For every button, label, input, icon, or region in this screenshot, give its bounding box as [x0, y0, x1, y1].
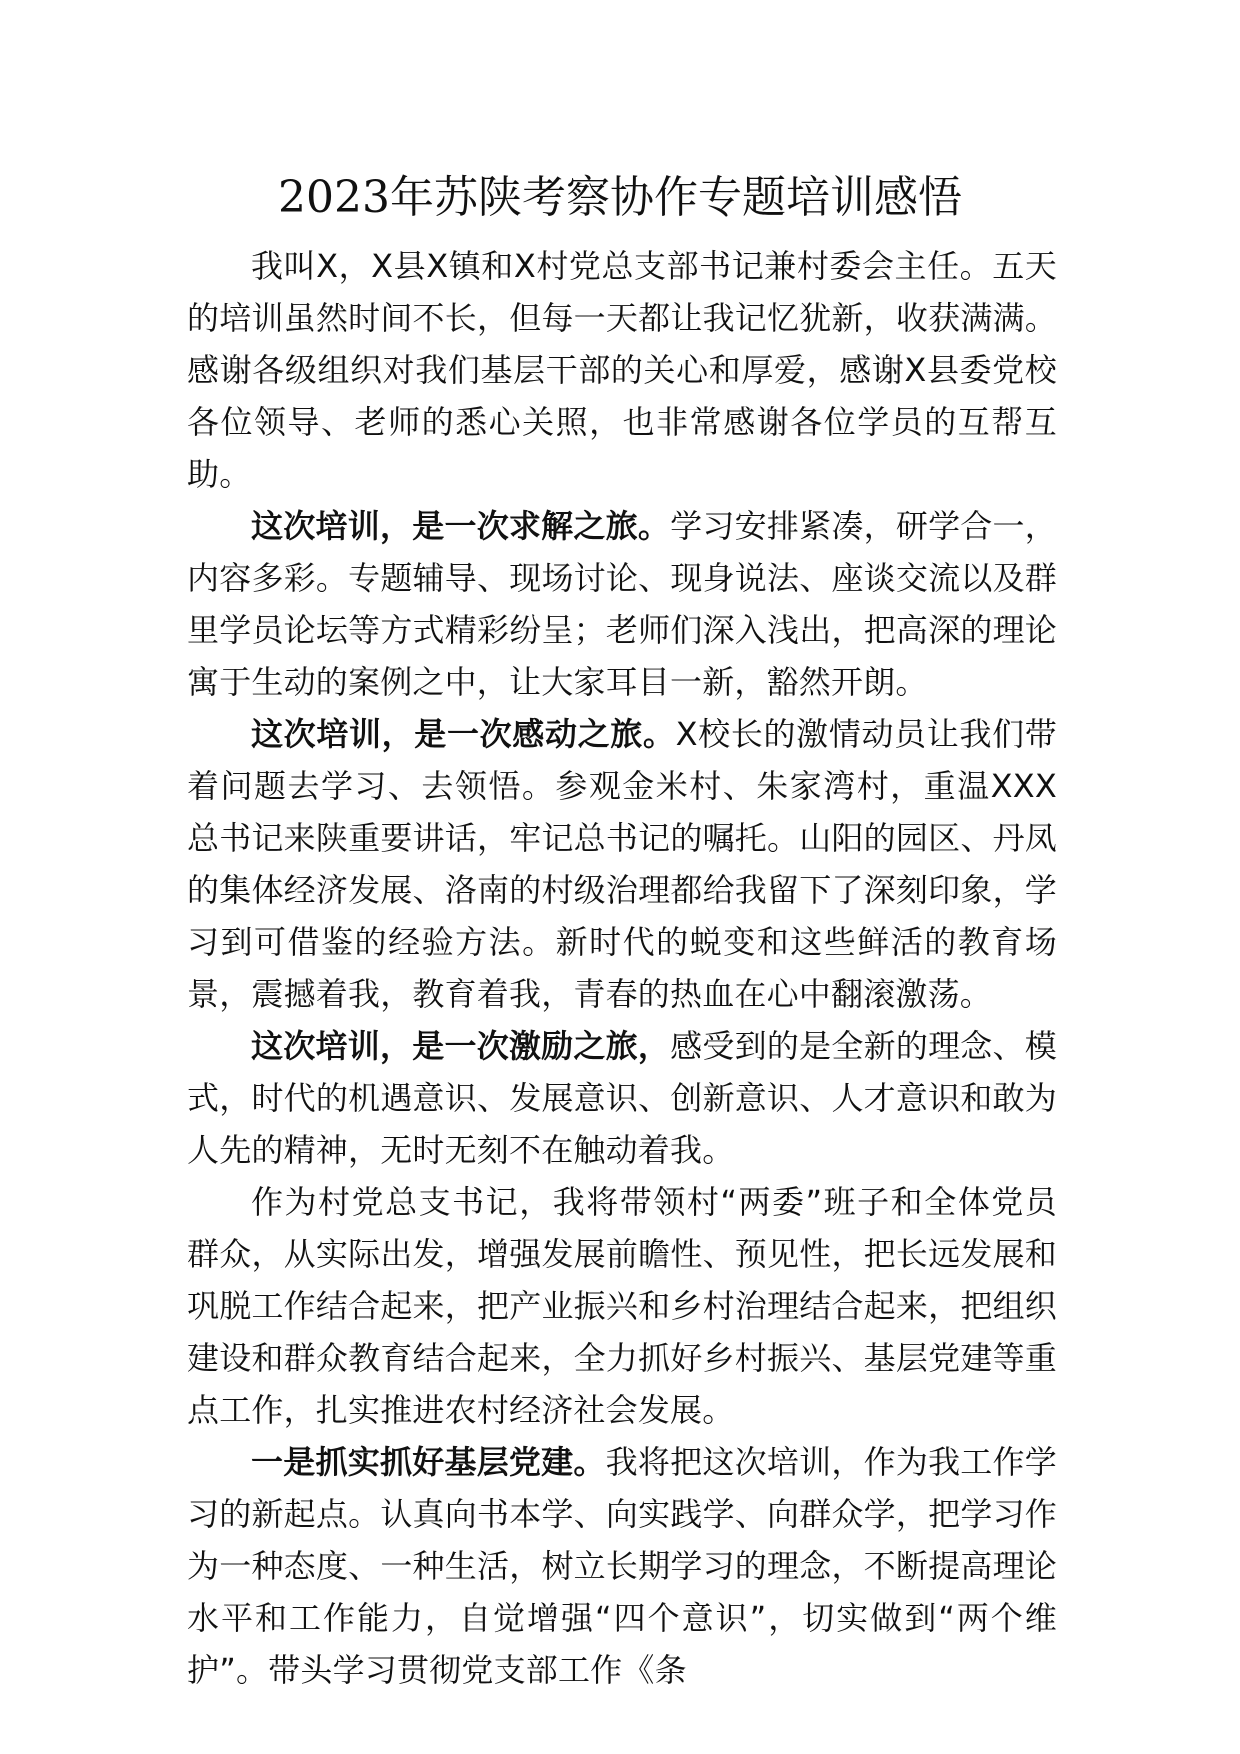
paragraph-journey-moving — [187, 708, 1057, 1020]
paragraph-text: 我叫X，X县X镇和X村党总支部书记兼村委会主任。五天的培训虽然时间不长，但每一天都让我记忆犹新，收获满满。感谢各级组织对我们基层干部的关心和厚爱，感谢X县委党校各位领导、老师的悉心关照，也非常感谢各位学员的互帮互助。 — [187, 247, 1057, 493]
paragraph-text: 学习安排紧凑，研学合一，内容多彩。专题辅导、现场讨论、现身说法、座谈交流以及群里学员论坛等方式精彩纷呈；老师们深入浅出，把高深的理论寓于生动的案例之中，让大家耳目一新，豁然开朗。 — [187, 507, 1057, 701]
paragraph-lead: 这次培训，是一次感动之旅。 — [251, 715, 676, 753]
paragraph-intro — [187, 240, 1057, 500]
paragraph-lead: 一是抓实抓好基层党建。 — [251, 1443, 606, 1481]
paragraph-text: 我将把这次培训，作为我工作学习的新起点。认真向书本学、向实践学、向群众学，把学习作为一种态度、一种生活，树立长期学习的理念，不断提高理论水平和工作能力，自觉增强“四个意识”，切实做到“两个维护”。带头学习贯彻党支部工作《条 — [187, 1443, 1057, 1689]
paragraph-party-building — [187, 1436, 1057, 1696]
document-body — [187, 240, 1057, 1696]
paragraph-commitment — [187, 1176, 1057, 1436]
paragraph-text: 感受到的是全新的理念、模式，时代的机遇意识、发展意识、创新意识、人才意识和敢为人先的精神，无时无刻不在触动着我。 — [187, 1027, 1057, 1169]
paragraph-text: X校长的激情动员让我们带着问题去学习、去领悟。参观金米村、朱家湾村，重温XXX总书记来陕重要讲话，牢记总书记的嘱托。山阳的园区、丹凤的集体经济发展、洛南的村级治理都给我留下了深刻印象，学习到可借鉴的经验方法。新时代的蜕变和这些鲜活的教育场景，震撼着我，教育着我，青春的热血在心中翻滚激荡。 — [187, 715, 1057, 1013]
paragraph-text: 作为村党总支书记，我将带领村“两委”班子和全体党员群众，从实际出发，增强发展前瞻性、预见性，把长远发展和巩脱工作结合起来，把产业振兴和乡村治理结合起来，把组织建设和群众教育结合起来，全力抓好乡村振兴、基层党建等重点工作，扎实推进农村经济社会发展。 — [187, 1183, 1057, 1429]
paragraph-journey-solving — [187, 500, 1057, 708]
paragraph-lead: 这次培训，是一次激励之旅， — [251, 1027, 671, 1065]
paragraph-lead: 这次培训，是一次求解之旅。 — [251, 507, 671, 545]
document-title: 2023年苏陕考察协作专题培训感悟 — [278, 172, 962, 223]
paragraph-journey-inspiring — [187, 1020, 1057, 1176]
